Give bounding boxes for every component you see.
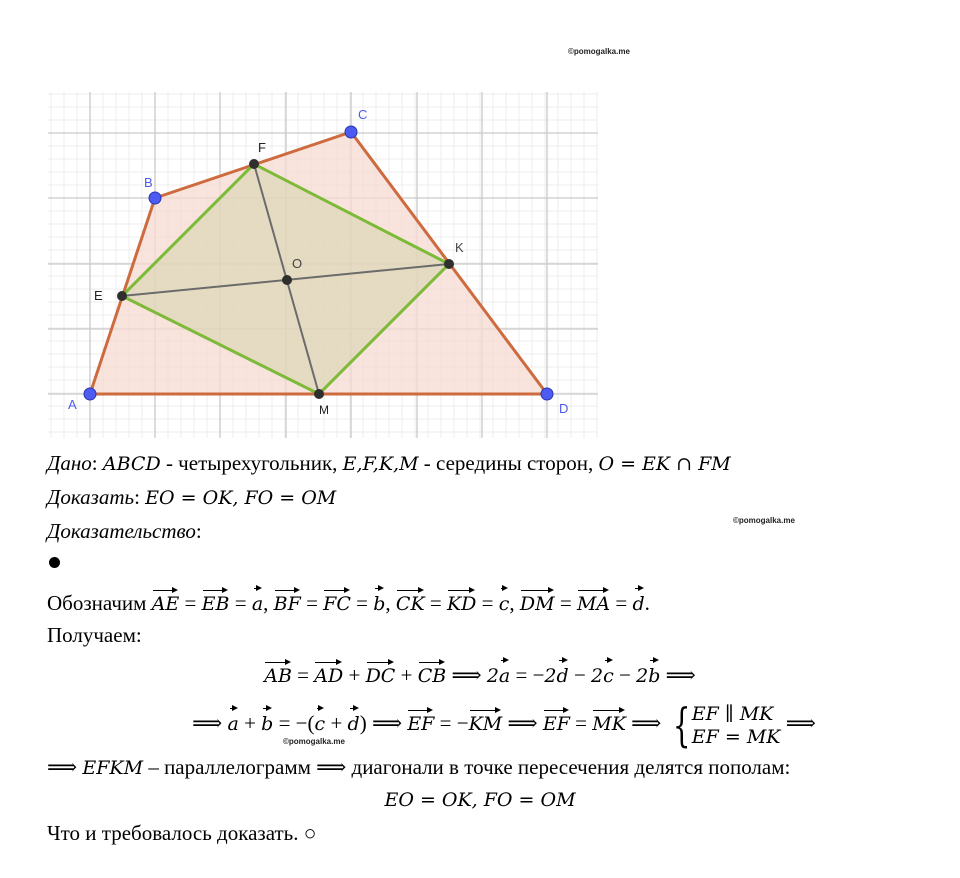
given-intersection: O = EK ∩ FM — [598, 453, 731, 475]
watermark: ©pomogalka.me — [283, 737, 345, 746]
notation-word: Обозначим — [47, 591, 152, 615]
qed-line: Что и требовалось доказать. ○ — [47, 821, 317, 845]
proof-line: Доказательство: — [47, 519, 202, 543]
label-m: M — [319, 403, 329, 417]
bullet — [49, 557, 60, 568]
given-text-2: - середины сторон, — [418, 451, 599, 475]
point-f — [249, 159, 259, 169]
watermark: ©pomogalka.me — [733, 516, 795, 525]
point-k — [444, 259, 454, 269]
prove-expr: EO = OK, FO = OM — [145, 487, 337, 509]
label-b: B — [144, 175, 153, 190]
given-label: Дано — [47, 451, 92, 475]
point-b — [149, 192, 161, 204]
label-d: D — [559, 401, 569, 416]
given-text-1: - четырехугольник, — [160, 451, 343, 475]
point-m — [314, 389, 324, 399]
notation-line: Обозначим AE = EB = a, BF = FC = b, CK = KD = c, DM = MA = d. — [47, 588, 650, 617]
prove-label: Доказать — [47, 485, 135, 509]
point-e — [117, 291, 127, 301]
label-f: F — [258, 140, 266, 155]
label-a: A — [68, 397, 77, 412]
point-a — [84, 388, 96, 400]
watermark: ©pomogalka.me — [568, 47, 630, 56]
conclusion-line: ⟹ EFKM – параллелограмм ⟹ диагонали в точке пересечения делятся пополам: — [47, 755, 791, 779]
system-brace: {EF ∥ MK EF = MK — [672, 698, 781, 752]
conclusion-text: – параллелограмм ⟹ диагонали в точке пересечения делятся пополам: — [148, 755, 791, 779]
proof-label: Доказательство — [47, 519, 196, 543]
final-equation: EO = OK, FO = OM — [384, 789, 576, 811]
obtain-line: Получаем: — [47, 623, 142, 647]
given-line: Дано: ABCD - четырехугольник, E,F,K,M - середины сторон, O = EK ∩ FM — [47, 451, 731, 475]
equation-1: AB = AD + DC + CB ⟹ 2a = −2d − 2c − 2b ⟹ — [0, 660, 960, 689]
point-d — [541, 388, 553, 400]
equation-2: ⟹ a + b = −(c + d) ⟹ EF = −KM ⟹ EF = MK ⟹ {EF ∥ MK EF = MK ⟹ — [192, 698, 816, 752]
given-points: E,F,K,M — [342, 453, 419, 475]
label-e: E — [94, 288, 103, 303]
point-c — [345, 126, 357, 138]
prove-line: Доказать: EO = OK, FO = OM — [47, 485, 337, 509]
point-o — [282, 275, 292, 285]
label-c: C — [358, 107, 368, 122]
label-k: K — [455, 240, 464, 255]
given-quad: ABCD — [102, 453, 161, 475]
label-o: O — [292, 256, 303, 271]
